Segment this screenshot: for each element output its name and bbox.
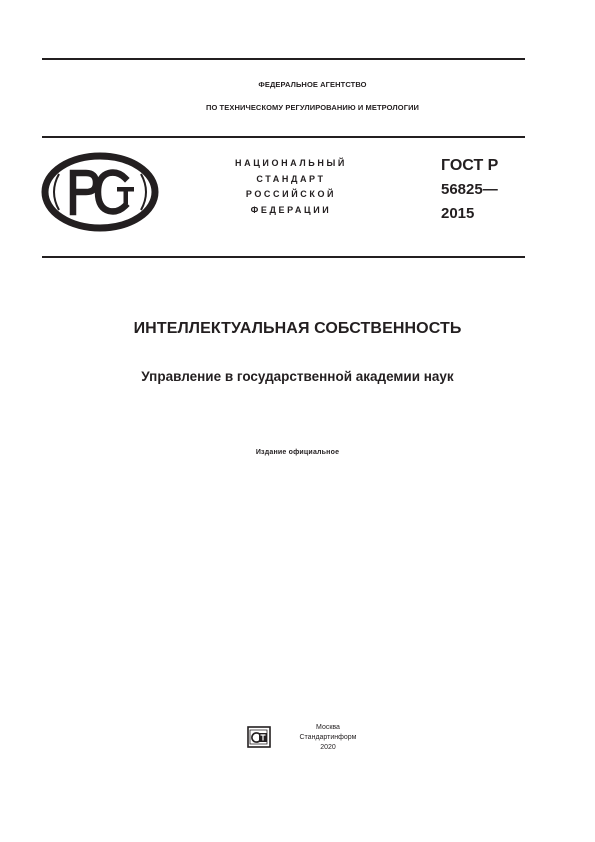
designation-prefix: ГОСТ Р: [441, 157, 499, 174]
document-title: ИНТЕЛЛЕКТУАЛЬНАЯ СОБСТВЕННОСТЬ: [133, 320, 462, 337]
bottom-rule: [42, 256, 525, 258]
national-standard-line: НАЦИОНАЛЬНЫЙ: [235, 158, 347, 168]
standartinform-logo-icon: [247, 726, 271, 748]
imprint: [280, 723, 376, 753]
document-subtitle: Управление в государственной академии наук: [141, 369, 454, 384]
top-rule: [42, 58, 525, 60]
standard-designation: [441, 154, 498, 226]
national-standard-line: СТАНДАРТ: [256, 173, 326, 184]
imprint-publisher: Стандартинформ: [299, 734, 357, 741]
designation-year: 2015: [441, 205, 475, 222]
imprint-city: Москва: [316, 724, 340, 731]
agency-name-line2: ПО ТЕХНИЧЕСКОМУ РЕГУЛИРОВАНИЮ И МЕТРОЛОГИИ: [205, 103, 420, 112]
rst-certification-mark-icon: [41, 152, 159, 232]
national-standard-line: РОССИЙСКОЙ: [245, 189, 337, 199]
national-standard-heading: [196, 156, 386, 218]
imprint-year: 2020: [320, 744, 336, 751]
national-standard-line: ФЕДЕРАЦИИ: [250, 204, 332, 215]
edition-note: Издание официальное: [255, 449, 340, 456]
agency-name-line1: ФЕДЕРАЛЬНОЕ АГЕНТСТВО: [258, 80, 367, 89]
middle-rule: [42, 136, 525, 138]
designation-number: 56825—: [441, 181, 498, 198]
